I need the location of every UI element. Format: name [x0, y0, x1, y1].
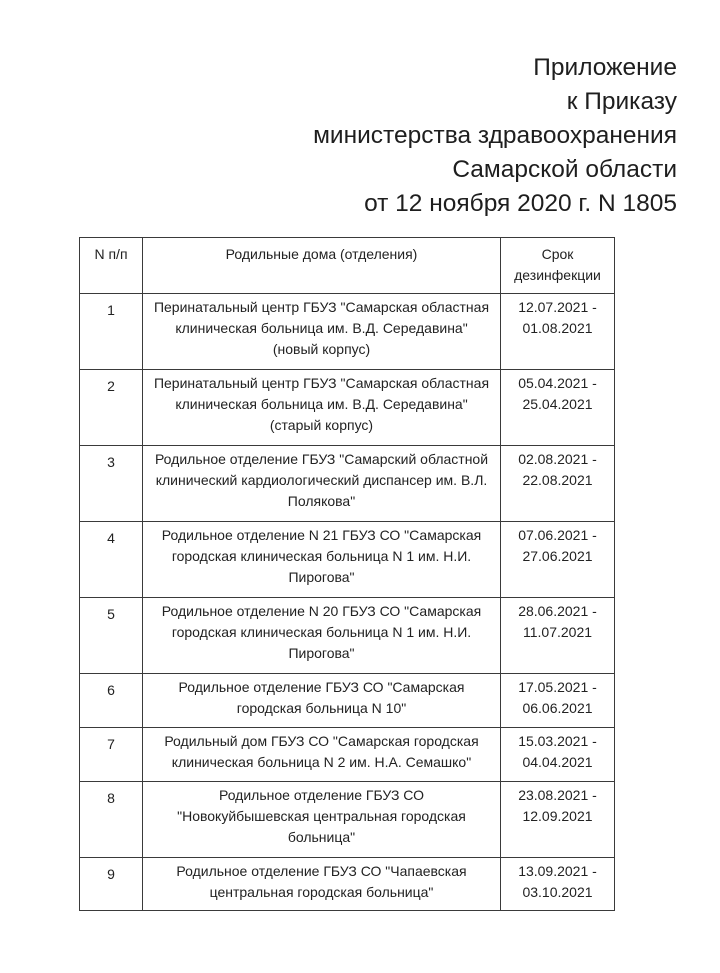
row-number: 1 — [80, 294, 143, 370]
column-header-period: Срок дезинфекции — [501, 238, 615, 294]
table-row — [80, 728, 615, 782]
document-header — [313, 51, 677, 221]
table-row — [80, 522, 615, 598]
row-facility: Родильное отделение N 20 ГБУЗ СО "Самарская городская клиническая больница N 1 им. Н.И. Пирогова" — [143, 598, 501, 674]
header-line-ministry: министерства здравоохранения — [313, 122, 677, 149]
row-number: 4 — [80, 522, 143, 598]
row-period: 07.06.2021 - 27.06.2021 — [501, 522, 615, 598]
header-line-region: Самарской области — [452, 156, 677, 183]
row-period: 12.07.2021 - 01.08.2021 — [501, 294, 615, 370]
row-period: 23.08.2021 - 12.09.2021 — [501, 782, 615, 858]
row-number: 2 — [80, 370, 143, 446]
row-period: 28.06.2021 - 11.07.2021 — [501, 598, 615, 674]
row-facility: Перинатальный центр ГБУЗ "Самарская областная клиническая больница им. В.Д. Середавина" (новый корпус) — [143, 294, 501, 370]
table-row — [80, 446, 615, 522]
row-facility: Перинатальный центр ГБУЗ "Самарская областная клиническая больница им. В.Д. Середавина" (старый корпус) — [143, 370, 501, 446]
row-number: 9 — [80, 858, 143, 911]
row-period: 17.05.2021 - 06.06.2021 — [501, 674, 615, 728]
disinfection-schedule-table — [79, 237, 615, 911]
header-line-appendix: Приложение — [533, 54, 677, 81]
row-number: 8 — [80, 782, 143, 858]
row-facility: Родильное отделение ГБУЗ "Самарский областной клинический кардиологический диспансер им. В.Л. Полякова" — [143, 446, 501, 522]
table-header-row — [80, 238, 615, 294]
row-facility: Родильное отделение ГБУЗ СО "Чапаевская центральная городская больница" — [143, 858, 501, 911]
row-period: 02.08.2021 - 22.08.2021 — [501, 446, 615, 522]
row-number: 3 — [80, 446, 143, 522]
column-header-facility: Родильные дома (отделения) — [143, 238, 501, 294]
table-row — [80, 294, 615, 370]
row-number: 7 — [80, 728, 143, 782]
table-row — [80, 598, 615, 674]
row-number: 6 — [80, 674, 143, 728]
row-period: 05.04.2021 - 25.04.2021 — [501, 370, 615, 446]
column-header-number: N п/п — [80, 238, 143, 294]
row-facility: Родильное отделение N 21 ГБУЗ СО "Самарская городская клиническая больница N 1 им. Н.И. Пирогова" — [143, 522, 501, 598]
row-facility: Родильное отделение ГБУЗ СО "Самарская городская больница N 10" — [143, 674, 501, 728]
row-number: 5 — [80, 598, 143, 674]
row-facility: Родильное отделение ГБУЗ СО "Новокуйбышевская центральная городская больница" — [143, 782, 501, 858]
table-row — [80, 674, 615, 728]
table-row — [80, 782, 615, 858]
row-period: 15.03.2021 - 04.04.2021 — [501, 728, 615, 782]
header-line-to-order: к Приказу — [566, 88, 677, 115]
table-row — [80, 858, 615, 911]
row-period: 13.09.2021 - 03.10.2021 — [501, 858, 615, 911]
table-row — [80, 370, 615, 446]
header-line-date-number: от 12 ноября 2020 г. N 1805 — [364, 190, 677, 217]
row-facility: Родильный дом ГБУЗ СО "Самарская городская клиническая больница N 2 им. Н.А. Семашко" — [143, 728, 501, 782]
